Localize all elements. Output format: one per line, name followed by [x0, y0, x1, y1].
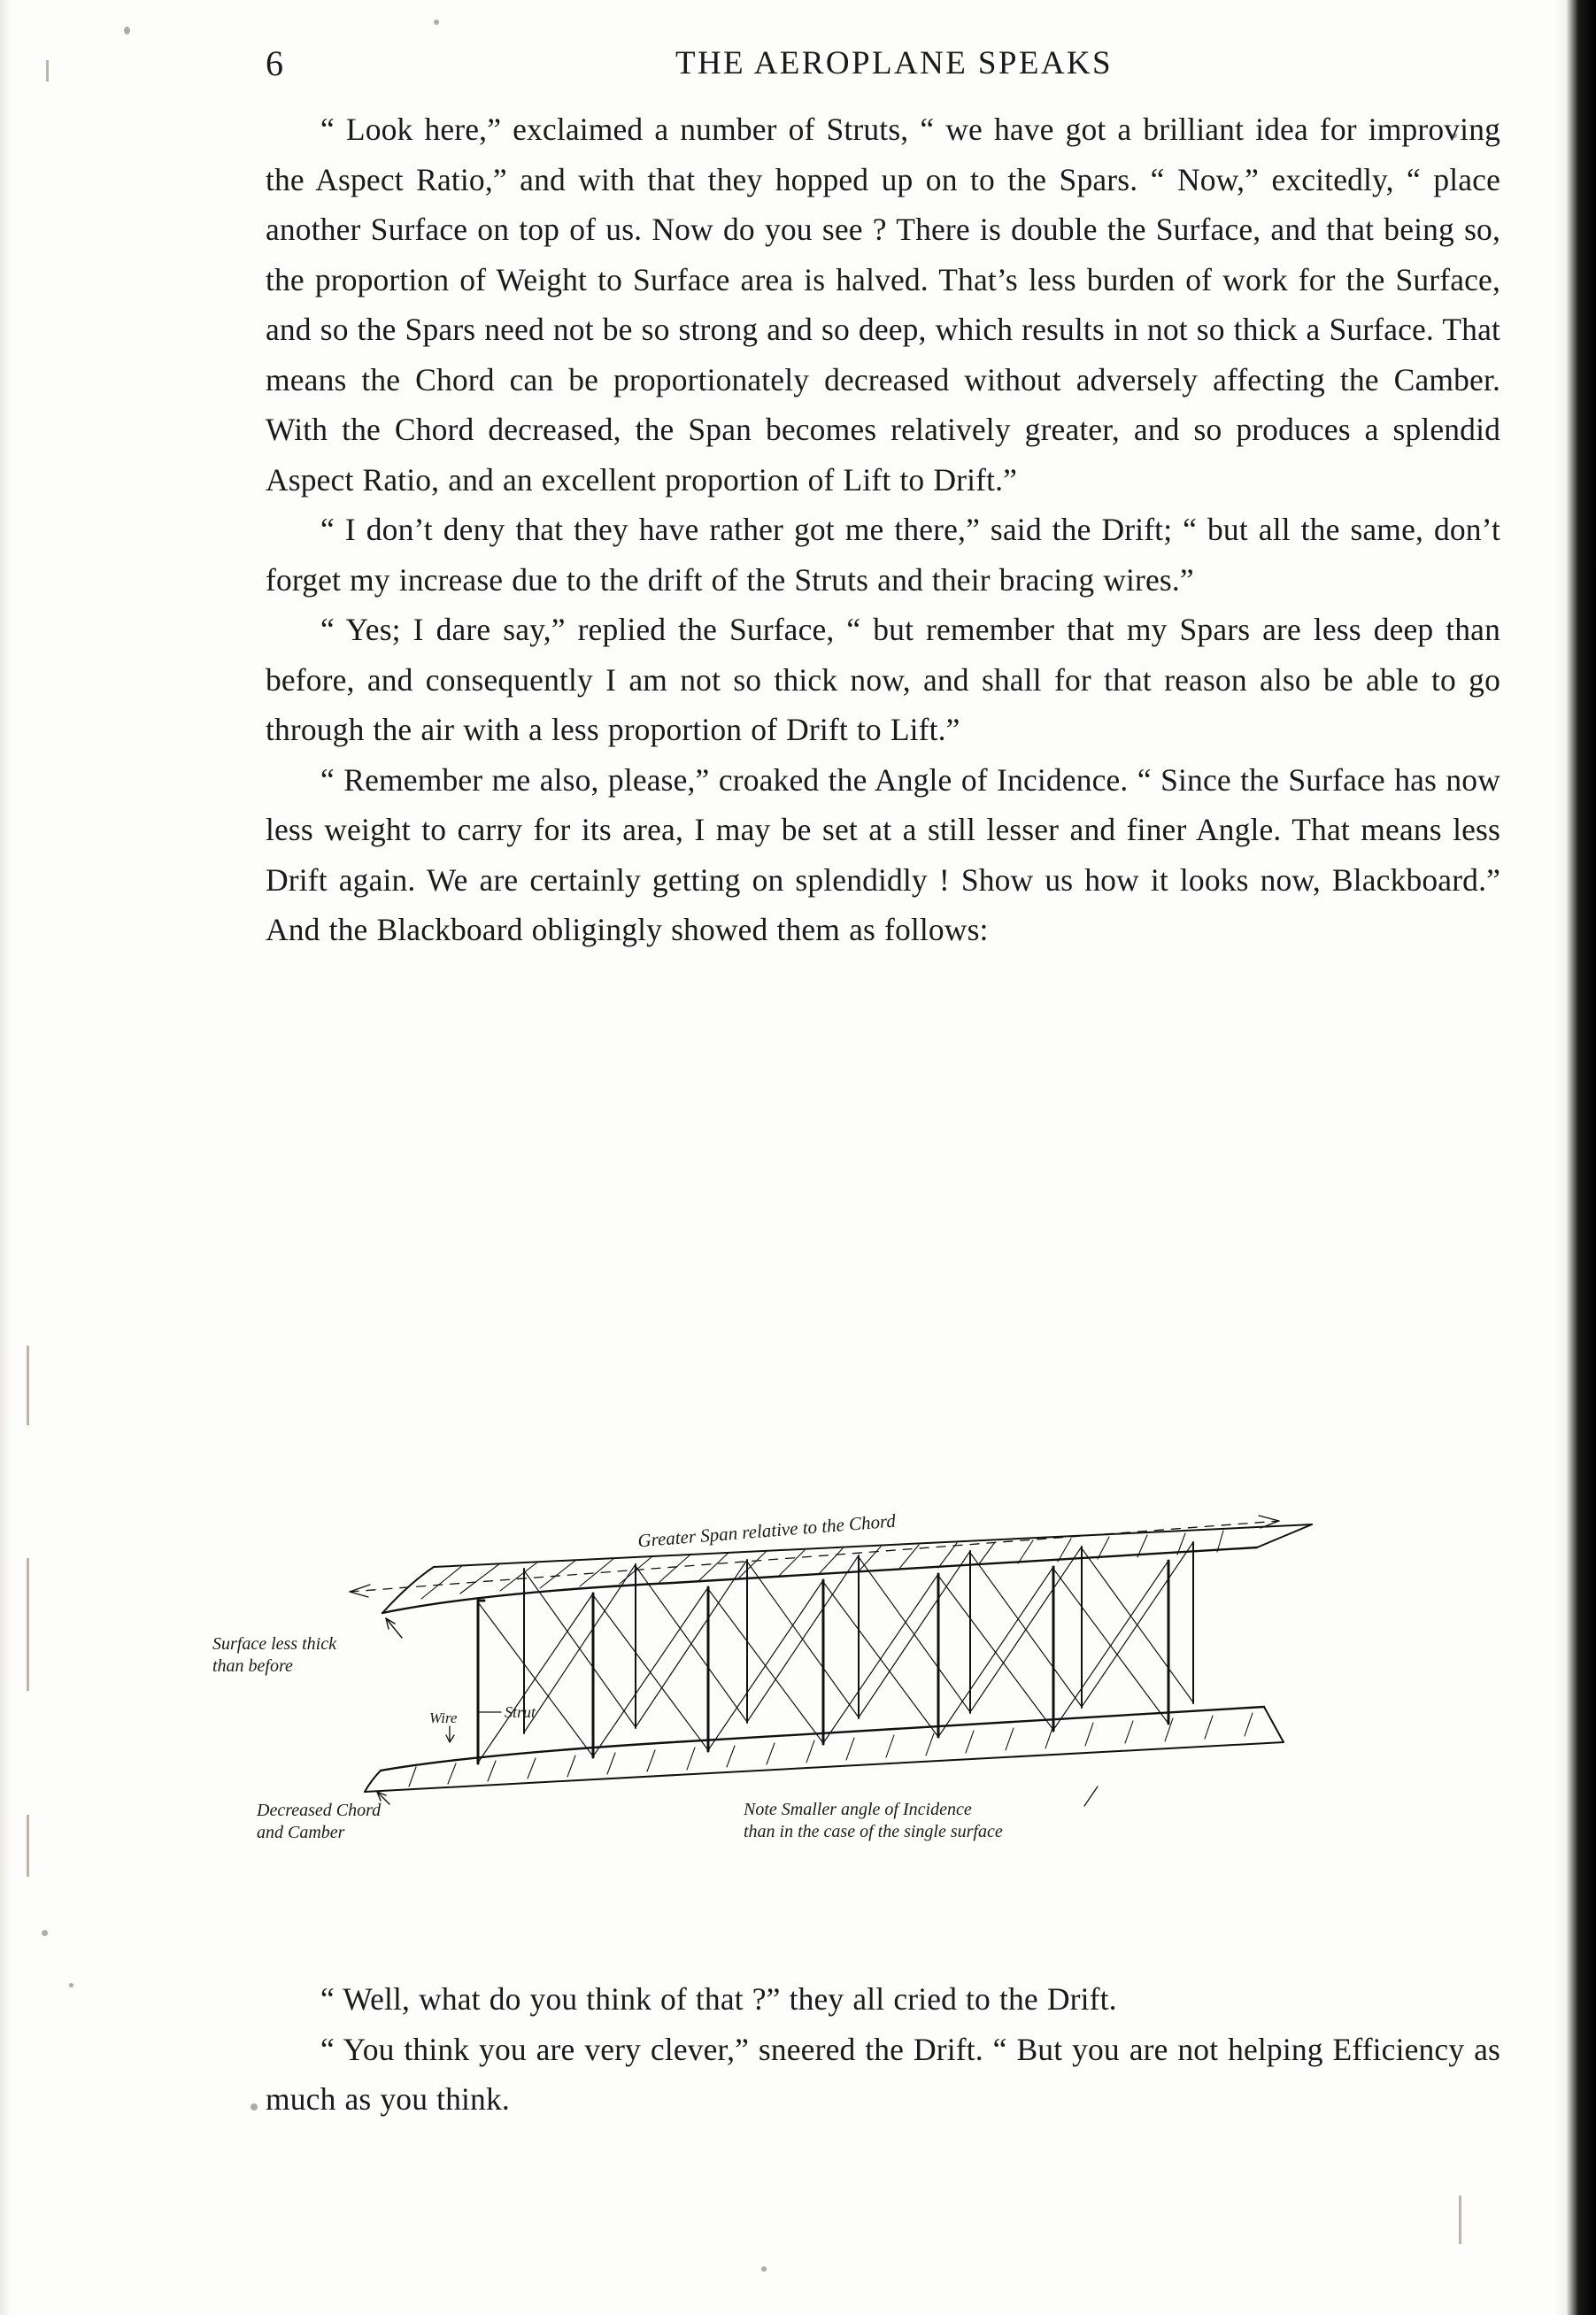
paragraph: “ I don’t deny that they have rather got me there,” said the Drift; “ but all the same, don’t forget my increase due to the drift of the Struts and their bracing wires.” — [266, 512, 1500, 598]
page-title: THE AEROPLANE SPEAKS — [675, 45, 1114, 81]
running-head — [266, 42, 1523, 89]
figure-label-note-line1: Note Smaller angle of Incidence — [744, 1800, 972, 1819]
scan-tick — [46, 60, 49, 81]
scan-speck — [251, 2103, 258, 2111]
scan-speck — [69, 1983, 73, 1987]
figure-label-chord — [257, 1800, 381, 1844]
figure-label-surface — [212, 1633, 336, 1678]
page-binding-gutter — [1550, 0, 1596, 2315]
scan-speck — [124, 27, 130, 35]
body-text-upper — [266, 104, 1500, 955]
biplane-figure — [212, 1505, 1540, 1921]
paragraph: “ Yes; I dare say,” replied the Surface, “ but remember that my Spars are less deep than before, and consequently I am not so thick now, and shall for that reason also be able to go through the air with a less proportion of Drift to Lift.” — [266, 612, 1500, 747]
figure-label-wire: Wire — [429, 1709, 458, 1726]
figure-label-chord-line2: and Camber — [257, 1823, 345, 1842]
scan-speck — [761, 2266, 767, 2272]
scan-tick — [1459, 2195, 1461, 2244]
scan-speck — [434, 19, 439, 25]
figure-label-chord-line1: Decreased Chord — [257, 1801, 382, 1820]
scan-tick — [27, 1346, 29, 1425]
scan-speck — [42, 1930, 48, 1936]
figure-label-strut: Strut — [505, 1703, 536, 1721]
paragraph: “ Look here,” exclaimed a number of Struts, “ we have got a brilliant idea for improving the Aspect Ratio,” and with that they hopped up on to the Spars. “ Now,” excitedly, “ place another Surface on top of us. Now do you see ? There is double the Surface, and that being so, the proportion of Weight to Surface area is halved. That’s less burden of work for the Surface, and so the Spars need not be so strong and so deep, which results in not so thick a Surface. That means the Chord can be proportionately decreased without adversely affecting the Camber. With the Chord decreased, the Span becomes relatively greater, and so produces a splendid Aspect Ratio, and an excellent proportion of Lift to Drift.” — [266, 112, 1500, 498]
figure-label-note — [744, 1799, 1003, 1843]
page-number: 6 — [266, 43, 284, 83]
figure-label-note-line2: than in the case of the single surface — [744, 1822, 1003, 1841]
paragraph: “ You think you are very clever,” sneered the Drift. “ But you are not helping Efficiency as much as you think. — [266, 2031, 1500, 2117]
figure-label-span: Greater Span relative to the Chord — [636, 1509, 897, 1552]
scan-tick — [27, 1558, 29, 1691]
body-text-lower — [266, 1974, 1500, 2125]
paragraph: “ Well, what do you think of that ?” they all cried to the Drift. — [320, 1981, 1117, 2017]
biplane-drawing — [212, 1505, 1540, 1921]
paragraph: “ Remember me also, please,” croaked the Angle of Incidence. “ Since the Surface has now less weight to carry for its area, I may be set at a still lesser and finer Angle. That means less Drift again. We are certainly getting on splendidly ! Show us how it looks now, Blackboard.” And the Blackboard obligingly showed them as follows: — [266, 761, 1500, 947]
page-left-edge — [0, 0, 12, 2315]
figure-label-surface-line2: than before — [212, 1656, 293, 1676]
scan-tick — [27, 1815, 29, 1877]
figure-label-surface-line1: Surface less thick — [212, 1634, 336, 1654]
